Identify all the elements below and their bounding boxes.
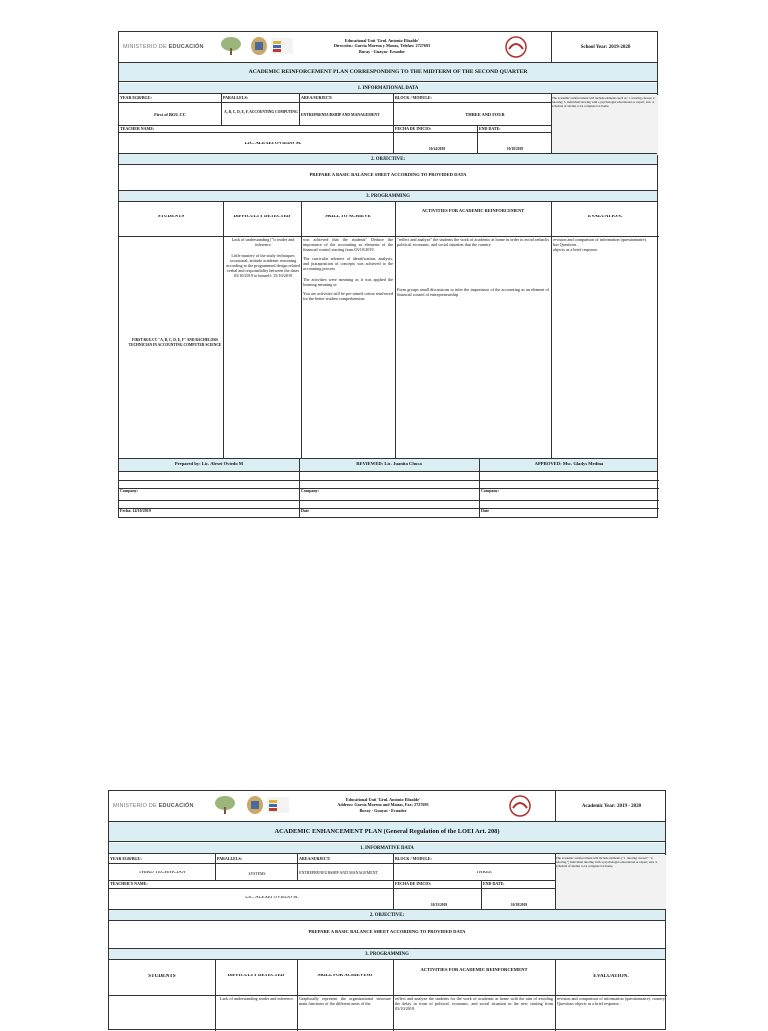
parallels-label: PARALLELS: <box>223 96 249 100</box>
teacher-value: LIC. ALEXEI OVIEDO M. <box>244 142 302 146</box>
col-difficulty-2: DIFFICULTY DETECTED <box>227 974 285 978</box>
objective-text-2: PREPARE A BASIC BALANCE SHEET ACCORDING TO PROVIDED DATA <box>308 930 466 934</box>
school-seal-icon <box>507 794 533 818</box>
col-evaluation: EVALUATION. <box>587 215 623 219</box>
area-label: AREA/SUBJECT: <box>301 96 333 100</box>
parallels-label-2: PARALLELS: <box>217 857 243 861</box>
objective-text: PREPARE A BASIC BALANCE SHEET ACCORDING TO PROVIDED DATA <box>309 173 467 177</box>
government-logo-icon <box>271 38 293 54</box>
coat-of-arms-icon <box>249 36 269 56</box>
year-value: First of BGU.CC <box>154 113 186 117</box>
reinforcement-note-2: The academic reinforcement will include elements ("1. tutoring classes;" "2. tutoring;") individual tutoring with a psychologist educational or expert; and, 4. schedule of studies to be completed at home. <box>555 855 666 909</box>
students-text: FIRST BGU.CC "A, B, C, D, E, F" AND BACHELORS TECHNICIAN IN ACCOUNTING COMPUTER SCIENCE <box>128 338 222 347</box>
tree-emblem-icon <box>213 795 237 815</box>
coat-of-arms-icon <box>245 795 265 815</box>
year-label-2: YEAR EGB/BGU: <box>110 857 142 861</box>
difficulty-text: Lack of understanding ["it reader and inference Little mastery of the study techniques occasional, attitude academic reasoning according to the programmed design related verbal and responsibility between the dates 03/10/2019 to himself: 15/10/2019 <box>226 237 300 278</box>
start-date-label-2: FECHA DE INICIO: <box>395 882 432 886</box>
col-skill-2: SKILL FOR ACHIEVING <box>317 974 373 978</box>
col-skill: SKILL TO ACHIEVE <box>325 215 371 219</box>
area-value: ENTREPRENEURSHIP AND MANAGEMENT <box>301 113 380 117</box>
evaluation-text: revision and comparison of information (questionnaire). has Questions objects as a brief response. <box>553 237 647 252</box>
parallels-value: A, B, C, D, E, F, ACCOUNTING COMPUTING <box>224 110 298 114</box>
plan-title: ACADEMIC REINFORCEMENT PLAN CORRESPONDING TO THE MIDTERM OF THE SECOND QUARTER <box>119 63 657 82</box>
plan-title-2: ACADEMIC ENHANCEMENT PLAN (General Regulation of the LOEI Art. 208) <box>109 822 665 842</box>
parallels-value-2: SYSTEMS <box>248 872 266 876</box>
section-programming-2: 3. PROGRAMMING <box>109 948 665 960</box>
year-label: YEAR EGB/BGU: <box>120 96 152 100</box>
col-students: STUDENTS <box>157 215 185 219</box>
teacher-label-2: TEACHER'S NAME: <box>110 882 148 886</box>
school-year: School Year: 2019-2020 <box>551 32 659 62</box>
doc1-header <box>119 32 657 63</box>
ministry-logo-2: MINISTERIO DE EDUCACIÓN <box>113 803 194 809</box>
skill-text-2: Graphically represent the organizational structure main functions of the different areas of the <box>299 996 391 1006</box>
teacher-label: TEACHER NAME: <box>120 127 155 131</box>
reinforcement-note: The academic reinforcement will include elements such as: 1. tutoring classes; 2. tutoring; 3. individual tutoring with a psychologist educational or expert; and, 4. schedule of studies to be completed at home. <box>551 95 658 155</box>
prepared-by: Prepared by: Lic. Alexei Oviedo M <box>174 462 244 466</box>
school-seal-icon <box>503 35 529 59</box>
institution-info-2: Educational Unit 'Grnl. Antonio Elizalde' Address: García Moreno and Mauas, Fax: 2727693 Bucay - Guayas - Ecuador <box>337 797 429 813</box>
col-students-2: STUDENTS <box>148 974 176 979</box>
end-date-value-2: 10/18/2019 <box>510 903 528 907</box>
block-value: THREE AND FOUR <box>465 113 505 117</box>
company-2: Company: <box>301 489 320 493</box>
activities-text-2: reflect and analyze the students for the work of academic at home with the aim of avoiding the delay in front of political, economic, and social situation in the new starting from 03/10/2019. <box>395 996 553 1011</box>
end-date-label: END DATE: <box>479 127 501 131</box>
activities-text: "reflect and analyze" the students the work of academic at home in order to avoid setbacks political, economic, and social situation that the country Form groups small discussions to infer the importance of the accounting as an element of financial control of entrepreneurship <box>397 237 549 297</box>
fecha-1: Fecha: 14/10/2019 <box>120 509 151 513</box>
block-label-2: BLOCK / MODULE: <box>395 857 432 861</box>
date-3: Date <box>481 509 489 513</box>
reviewed-by: REVIEWED: Lic. Juanita Chuca <box>356 462 422 466</box>
tree-emblem-icon <box>219 36 243 56</box>
plan-document-2 <box>108 790 666 1030</box>
area-value-2: ENTREPRENEURSHIP AND MANAGEMENT <box>299 871 378 875</box>
government-logo-icon <box>267 797 289 813</box>
col-activities: ACTIVITIES FOR ACADEMIC REINFORCEMENT <box>421 209 525 213</box>
company-3: Company: <box>481 489 500 493</box>
company-1: Company: <box>120 489 139 493</box>
block-label: BLOCK / MODULE: <box>395 96 432 100</box>
institution-info: Educational Unit 'Grnl. Antonio Elizalde' Dirección.: García Moreno y Mouas, Telefax: 2727693 Bucay - Guayas- Ecuador <box>333 38 431 54</box>
evaluation-text-2: revision and comparison of information (questionnaire). country Questions objects as a brief response. <box>557 996 665 1006</box>
end-date-value: 10/18/2019 <box>506 147 524 151</box>
section-informative-data: 1. INFORMATIVE DATA <box>109 843 665 854</box>
col-evaluation-2: EVALUATION. <box>593 974 629 979</box>
skill-text: was achieved that the students" Deduce the importance of the accounting as elements of the financial control starting from 03/10/2019. The curricular advance of identification, analysis, and juxtaposition of concepts was achieved to the accounting process The activities were meaning as it was applied the learning meaning or. You are activities still be pre-aimed cotton reinforced for the better student comprehension. <box>303 237 393 301</box>
end-date-label-2: END DATE: <box>483 882 505 886</box>
year-value-2: THIRD TECHNICIAN <box>138 871 186 875</box>
teacher-value-2: LIC. ALEXEI OVIEDO M. <box>245 896 299 900</box>
col-activities-2: ACTIVITIES FOR ACADEMIC REINFORCEMENT <box>420 968 528 972</box>
date-2: Date <box>301 509 309 513</box>
start-date-value: 10/14/2019 <box>428 147 446 151</box>
ministry-logo: MINISTERIO DE EDUCACIÓN <box>123 44 204 50</box>
difficulty-text-2: Lack of understanding reader and inference. <box>220 996 294 1001</box>
plan-document-1 <box>118 31 658 518</box>
academic-year: Academic Year: 2019 - 2020 <box>555 791 667 821</box>
section-programming: 3. PROGRAMMING <box>119 190 657 202</box>
start-date-label: FECHA DE INICIO: <box>395 127 432 131</box>
start-date-value-2: 10/15/2019 <box>430 903 448 907</box>
col-difficulty: DIFFICULTY DETECTED <box>233 215 291 219</box>
section-objective: 2. OBJECTIVE: <box>119 153 657 165</box>
section-objective-2: 2. OBJECTIVE: <box>109 909 665 921</box>
doc2-header <box>109 791 665 822</box>
block-value-2: THREE <box>475 871 493 875</box>
approved-by: APPROVED: Msc. Gladys Medina <box>534 462 604 466</box>
area-label-2: AREA/SUBJECT: <box>299 857 331 861</box>
section-informational-data: 1. INFORMATIONAL DATA <box>119 83 657 94</box>
